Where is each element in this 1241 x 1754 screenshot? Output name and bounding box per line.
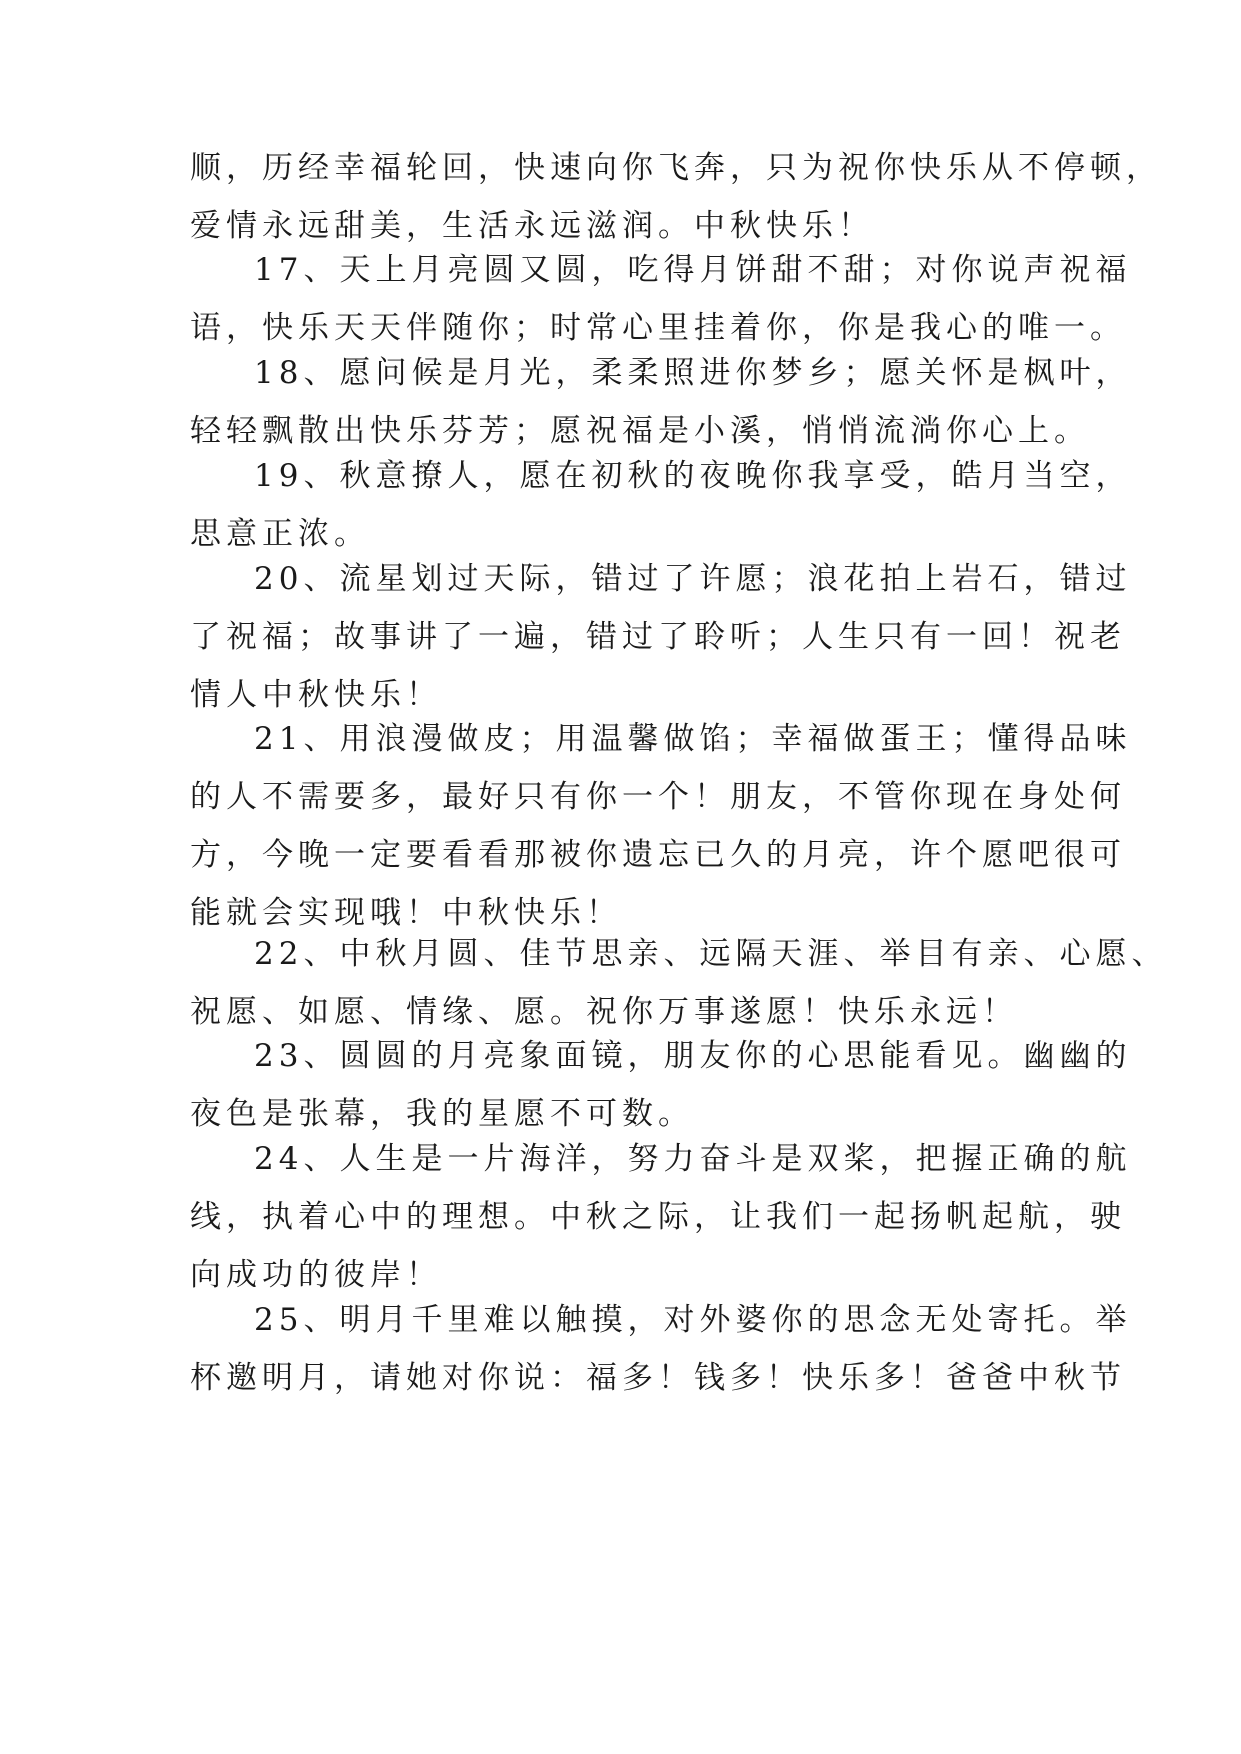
text-line: 顺，历经幸福轮回，快速向你飞奔，只为祝你快乐从不停顿， bbox=[190, 150, 1162, 186]
text-line: 能就会实现哦！中秋快乐！ bbox=[190, 895, 622, 931]
paragraph-16-continued bbox=[190, 139, 1162, 255]
text-line: 向成功的彼岸！ bbox=[190, 1257, 442, 1293]
text-line: 夜色是张幕，我的星愿不可数。 bbox=[190, 1096, 694, 1132]
text-line: 23、圆圆的月亮象面镜，朋友你的心思能看见。幽幽的 bbox=[254, 1038, 1132, 1074]
text-line: 了祝福；故事讲了一遍，错过了聆听；人生只有一回！祝老 bbox=[190, 619, 1126, 655]
text-line: 方，今晚一定要看看那被你遗忘已久的月亮，许个愿吧很可 bbox=[190, 837, 1126, 873]
text-line: 祝愿、如愿、情缘、愿。祝你万事遂愿！快乐永远！ bbox=[190, 994, 1018, 1030]
paragraph-17 bbox=[190, 241, 1132, 357]
text-line: 17、天上月亮圆又圆，吃得月饼甜不甜；对你说声祝福 bbox=[254, 252, 1132, 288]
paragraph-22 bbox=[190, 925, 1168, 1041]
text-line: 线，执着心中的理想。中秋之际，让我们一起扬帆起航，驶 bbox=[190, 1199, 1126, 1235]
text-line: 语，快乐天天伴随你；时常心里挂着你，你是我心的唯一。 bbox=[190, 310, 1126, 346]
paragraph-18 bbox=[190, 344, 1132, 460]
paragraph-19 bbox=[190, 447, 1132, 563]
paragraph-21 bbox=[190, 710, 1132, 942]
text-line: 轻轻飘散出快乐芬芳；愿祝福是小溪，悄悄流淌你心上。 bbox=[190, 413, 1090, 449]
text-line: 思意正浓。 bbox=[190, 516, 370, 552]
paragraph-20 bbox=[190, 550, 1132, 724]
text-line: 24、人生是一片海洋，努力奋斗是双桨，把握正确的航 bbox=[254, 1141, 1132, 1177]
paragraph-25 bbox=[190, 1291, 1132, 1407]
paragraph-23 bbox=[190, 1027, 1132, 1143]
text-line: 25、明月千里难以触摸，对外婆你的思念无处寄托。举 bbox=[254, 1302, 1132, 1338]
text-line: 18、愿问候是月光，柔柔照进你梦乡；愿关怀是枫叶， bbox=[254, 355, 1132, 391]
text-line: 情人中秋快乐！ bbox=[190, 677, 442, 713]
paragraph-24 bbox=[190, 1130, 1132, 1304]
text-line: 22、中秋月圆、佳节思亲、远隔天涯、举目有亲、心愿、 bbox=[254, 936, 1168, 972]
text-line: 19、秋意撩人，愿在初秋的夜晚你我享受，皓月当空， bbox=[254, 458, 1132, 494]
text-line: 的人不需要多，最好只有你一个！朋友，不管你现在身处何 bbox=[190, 779, 1126, 815]
text-line: 21、用浪漫做皮；用温馨做馅；幸福做蛋王；懂得品味 bbox=[254, 721, 1132, 757]
text-line: 杯邀明月，请她对你说：福多！钱多！快乐多！爸爸中秋节 bbox=[190, 1360, 1126, 1396]
text-line: 20、流星划过天际，错过了许愿；浪花拍上岩石，错过 bbox=[254, 561, 1132, 597]
text-line: 爱情永远甜美，生活永远滋润。中秋快乐！ bbox=[190, 208, 874, 244]
